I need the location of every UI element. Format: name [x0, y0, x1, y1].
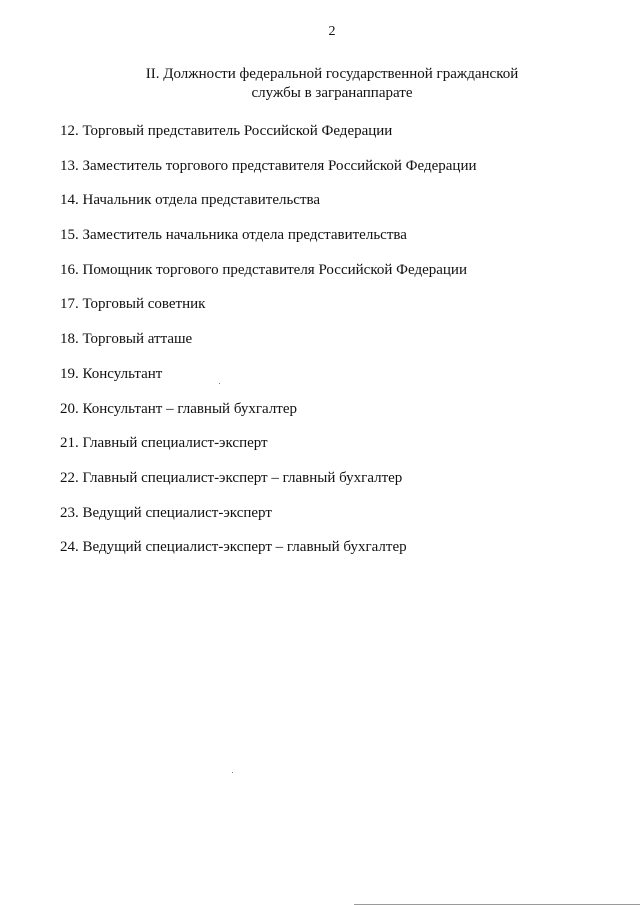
position-item-12: 12. Торговый представитель Российской Федерации: [60, 123, 393, 139]
position-item-21: 21. Главный специалист-эксперт: [60, 435, 268, 452]
position-item-20: 20. Консультант – главный бухгалтер: [60, 400, 298, 417]
section-heading-line-1: II. Должности федеральной государственной гражданской: [145, 66, 519, 82]
position-item-15: 15. Заместитель начальника отдела представительства: [60, 227, 407, 244]
scan-speck: [219, 383, 220, 384]
position-item-16: 16. Помощник торгового представителя Российской Федерации: [60, 261, 467, 278]
position-item-22: 22. Главный специалист-эксперт – главный бухгалтер: [60, 469, 403, 486]
position-item-19: 19. Консультант: [60, 365, 163, 382]
positions-list: [60, 123, 477, 574]
page-number: 2: [328, 24, 336, 39]
position-item-23: 23. Ведущий специалист-эксперт: [60, 504, 272, 521]
position-item-24: 24. Ведущий специалист-эксперт – главный бухгалтер: [60, 539, 407, 556]
position-item-13: 13. Заместитель торгового представителя Российской Федерации: [60, 157, 477, 174]
position-item-18: 18. Торговый атташе: [60, 331, 193, 348]
section-heading-line-2: службы в загранаппарате: [251, 85, 413, 101]
position-item-17: 17. Торговый советник: [60, 296, 206, 313]
scan-speck: [232, 772, 233, 773]
position-item-14: 14. Начальник отдела представительства: [60, 192, 321, 209]
section-heading: [0, 65, 640, 103]
